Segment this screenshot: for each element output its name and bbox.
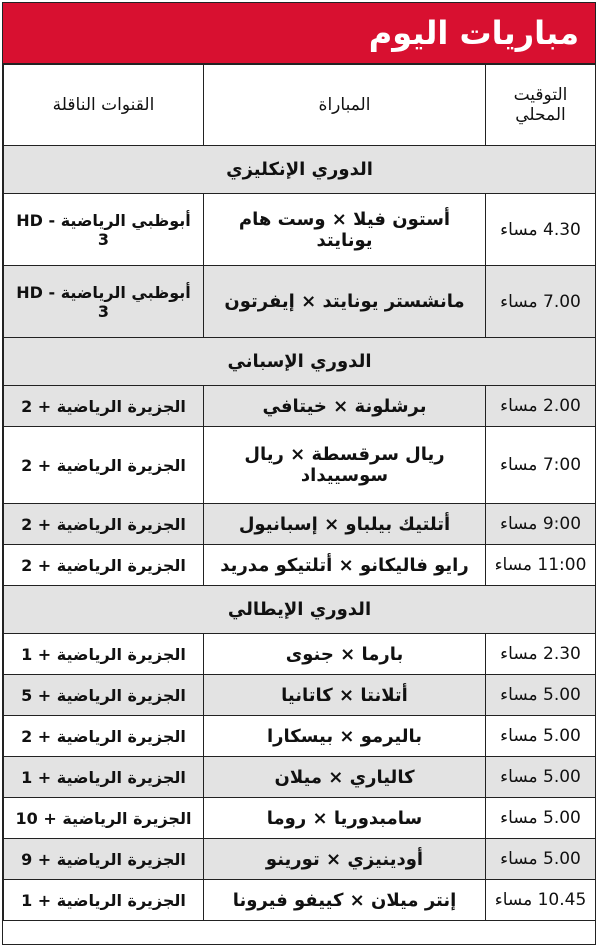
match-channel: الجزيرة الرياضية + 1: [4, 757, 204, 798]
schedule-body: [4, 146, 596, 921]
match-time: 5.00 مساء: [486, 757, 596, 798]
league-name: الدوري الإنكليزي: [4, 146, 596, 194]
league-name: الدوري الإيطالي: [4, 586, 596, 634]
match-row: [4, 757, 596, 798]
match-row: [4, 634, 596, 675]
match-teams: أستون فيلا × وست هام يونايتد: [204, 194, 486, 266]
match-row: [4, 880, 596, 921]
match-row: [4, 798, 596, 839]
match-time: 10.45 مساء: [486, 880, 596, 921]
match-channel: الجزيرة الرياضية + 2: [4, 386, 204, 427]
title-bar: [3, 3, 595, 64]
match-time: 5.00 مساء: [486, 675, 596, 716]
match-channel: الجزيرة الرياضية + 2: [4, 504, 204, 545]
match-channel: الجزيرة الرياضية + 2: [4, 427, 204, 504]
match-time: 5.00 مساء: [486, 798, 596, 839]
schedule-table: [3, 64, 596, 921]
league-row: [4, 338, 596, 386]
header-time: التوقيت المحلي: [486, 65, 596, 146]
match-channel: الجزيرة الرياضية + 9: [4, 839, 204, 880]
league-row: [4, 146, 596, 194]
match-teams: بارما × جنوى: [204, 634, 486, 675]
match-row: [4, 839, 596, 880]
match-row: [4, 266, 596, 338]
match-channel: الجزيرة الرياضية + 10: [4, 798, 204, 839]
match-row: [4, 386, 596, 427]
match-teams: باليرمو × بيسكارا: [204, 716, 486, 757]
match-teams: أتلانتا × كاتانيا: [204, 675, 486, 716]
match-time: 5.00 مساء: [486, 839, 596, 880]
match-teams: ريال سرقسطة × ريال سوسييداد: [204, 427, 486, 504]
match-row: [4, 675, 596, 716]
match-time: 9:00 مساء: [486, 504, 596, 545]
match-teams: إنتر ميلان × كييفو فيرونا: [204, 880, 486, 921]
match-time: 5.00 مساء: [486, 716, 596, 757]
match-teams: رايو فاليكانو × أتلتيكو مدريد: [204, 545, 486, 586]
match-time: 7.00 مساء: [486, 266, 596, 338]
match-row: [4, 545, 596, 586]
match-row: [4, 194, 596, 266]
match-time: 2.00 مساء: [486, 386, 596, 427]
match-time: 2.30 مساء: [486, 634, 596, 675]
match-time: 4.30 مساء: [486, 194, 596, 266]
match-teams: كالياري × ميلان: [204, 757, 486, 798]
match-channel: أبوظبي الرياضية - HD 3: [4, 194, 204, 266]
match-row: [4, 504, 596, 545]
header-channels: القنوات الناقلة: [4, 65, 204, 146]
match-teams: سامبدوريا × روما: [204, 798, 486, 839]
match-teams: مانشستر يونايتد × إيفرتون: [204, 266, 486, 338]
page-title: مباريات اليوم: [368, 14, 579, 52]
match-teams: برشلونة × خيتافي: [204, 386, 486, 427]
match-teams: أودينيزي × تورينو: [204, 839, 486, 880]
header-row: [4, 65, 596, 146]
match-time: 7:00 مساء: [486, 427, 596, 504]
match-row: [4, 716, 596, 757]
match-channel: الجزيرة الرياضية + 2: [4, 716, 204, 757]
league-name: الدوري الإسباني: [4, 338, 596, 386]
match-channel: الجزيرة الرياضية + 1: [4, 880, 204, 921]
match-time: 11:00 مساء: [486, 545, 596, 586]
match-channel: الجزيرة الرياضية + 1: [4, 634, 204, 675]
match-channel: أبوظبي الرياضية - HD 3: [4, 266, 204, 338]
match-row: [4, 427, 596, 504]
schedule-card: [2, 2, 596, 945]
match-channel: الجزيرة الرياضية + 5: [4, 675, 204, 716]
match-channel: الجزيرة الرياضية + 2: [4, 545, 204, 586]
league-row: [4, 586, 596, 634]
header-match: المباراة: [204, 65, 486, 146]
match-teams: أتلتيك بيلباو × إسبانيول: [204, 504, 486, 545]
